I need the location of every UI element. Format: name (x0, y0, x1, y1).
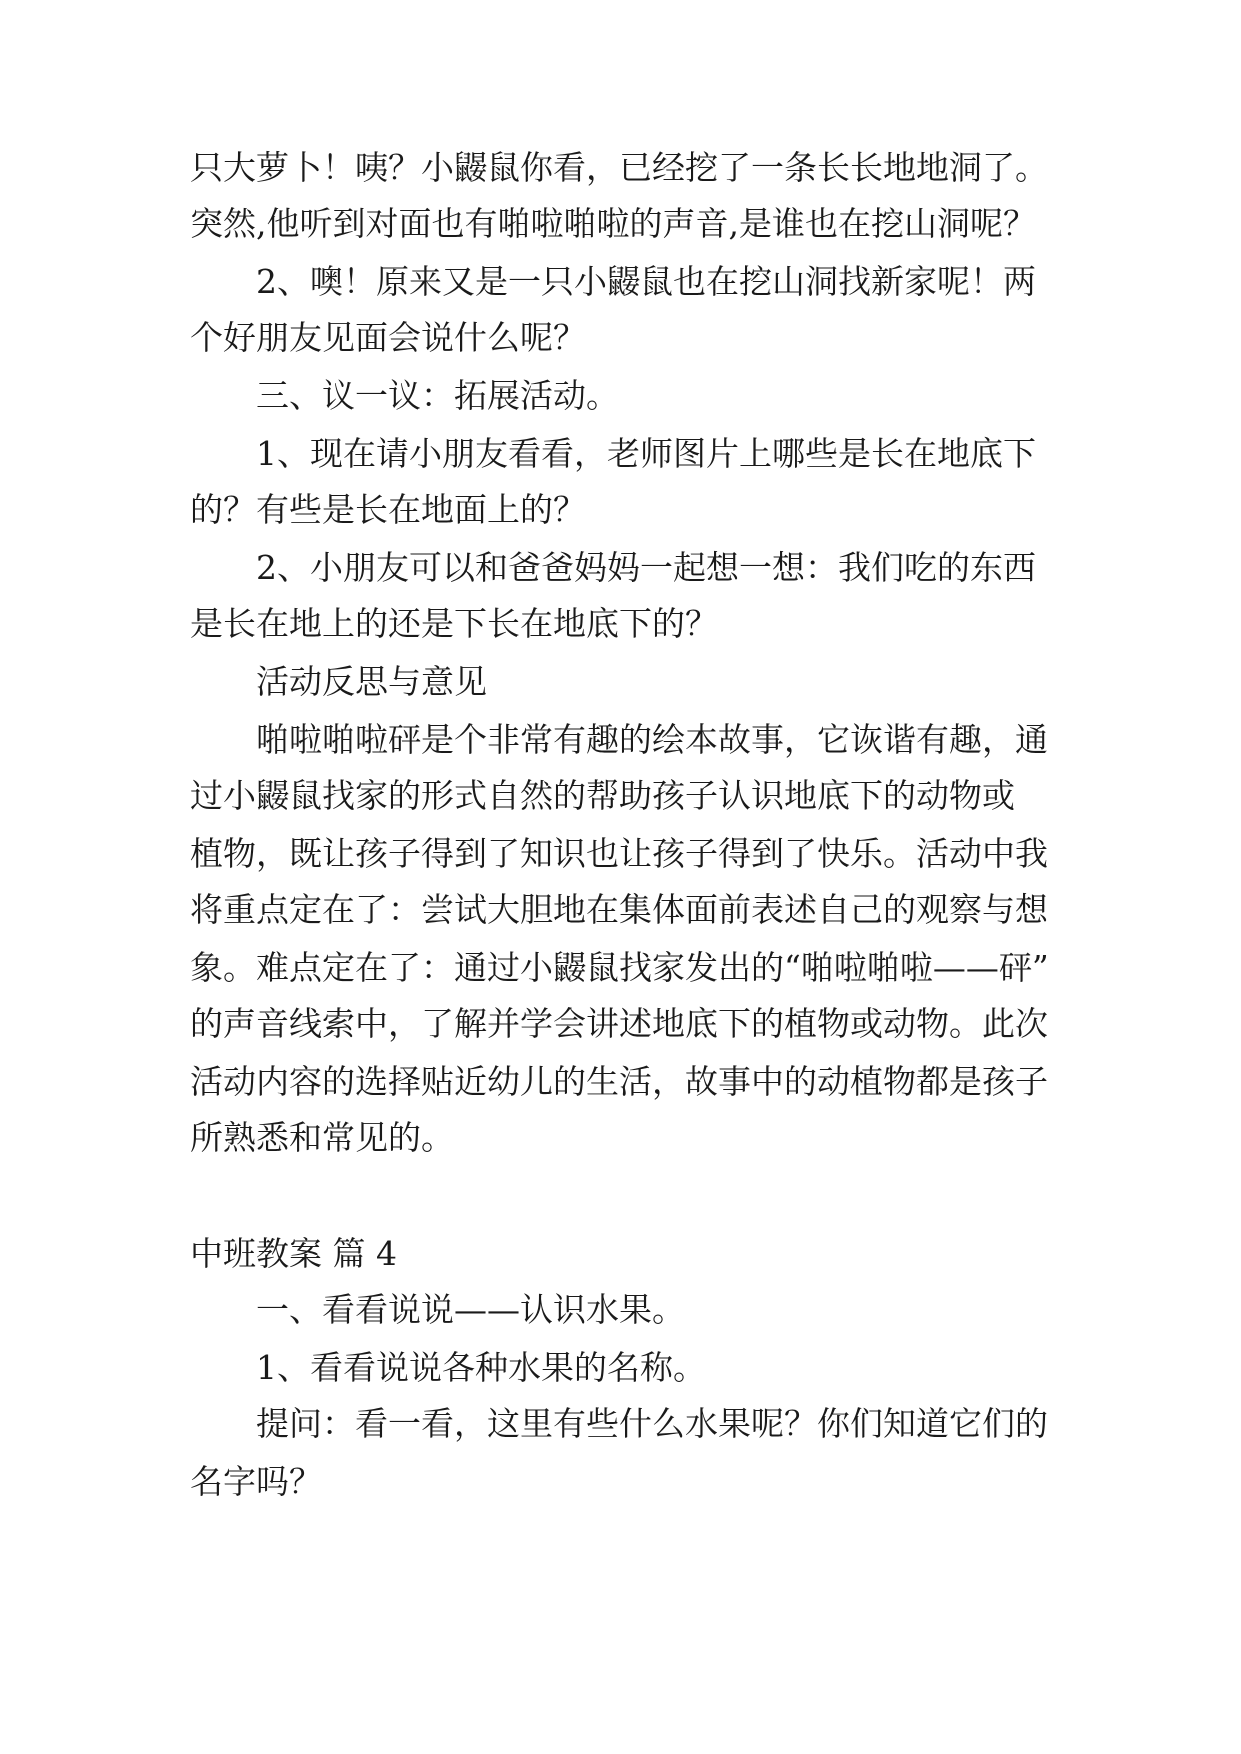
paragraph-line: 名字吗？ (190, 1462, 322, 1501)
paragraph-line: 1、现在请小朋友看看，老师图片上哪些是长在地底下 (256, 434, 1036, 473)
paragraph-line: 个好朋友见面会说什么呢？ (190, 318, 586, 357)
paragraph-line: 将重点定在了：尝试大胆地在集体面前表述自己的观察与想 (190, 890, 1048, 929)
lesson-title: 中班教案 篇 4 (190, 1234, 397, 1273)
section-heading: 三、议一议：拓展活动。 (256, 376, 619, 415)
section-heading: 活动反思与意见 (256, 662, 487, 701)
paragraph-line: 的声音线索中，了解并学会讲述地底下的植物或动物。此次 (190, 1004, 1048, 1043)
paragraph-line: 所熟悉和常见的。 (190, 1118, 454, 1157)
paragraph-line: 植物，既让孩子得到了知识也让孩子得到了快乐。活动中我 (190, 834, 1048, 873)
paragraph-line: 活动内容的选择贴近幼儿的生活，故事中的动植物都是孩子 (190, 1062, 1048, 1101)
section-heading: 一、看看说说——认识水果。 (256, 1290, 685, 1329)
paragraph-line: 提问：看一看，这里有些什么水果呢？你们知道它们的 (256, 1404, 1048, 1443)
paragraph-line: 2、小朋友可以和爸爸妈妈一起想一想：我们吃的东西 (256, 548, 1036, 587)
paragraph-line: 2、噢！原来又是一只小鼹鼠也在挖山洞找新家呢！两 (256, 262, 1036, 301)
paragraph-line: 啪啦啪啦砰是个非常有趣的绘本故事，它诙谐有趣，通 (256, 720, 1048, 759)
paragraph-line: 突然,他听到对面也有啪啦啪啦的声音,是谁也在挖山洞呢？ (190, 204, 1036, 243)
paragraph-line: 的？有些是长在地面上的？ (190, 490, 586, 529)
paragraph-line: 过小鼹鼠找家的形式自然的帮助孩子认识地底下的动物或 (190, 776, 1015, 815)
paragraph-line: 1、看看说说各种水果的名称。 (256, 1348, 706, 1387)
paragraph-line: 只大萝卜！咦？小鼹鼠你看，已经挖了一条长长地地洞了。 (190, 148, 1048, 187)
paragraph-line: 是长在地上的还是下长在地底下的？ (190, 604, 718, 643)
paragraph-line: 象。难点定在了：通过小鼹鼠找家发出的“啪啦啪啦——砰” (190, 948, 1049, 987)
